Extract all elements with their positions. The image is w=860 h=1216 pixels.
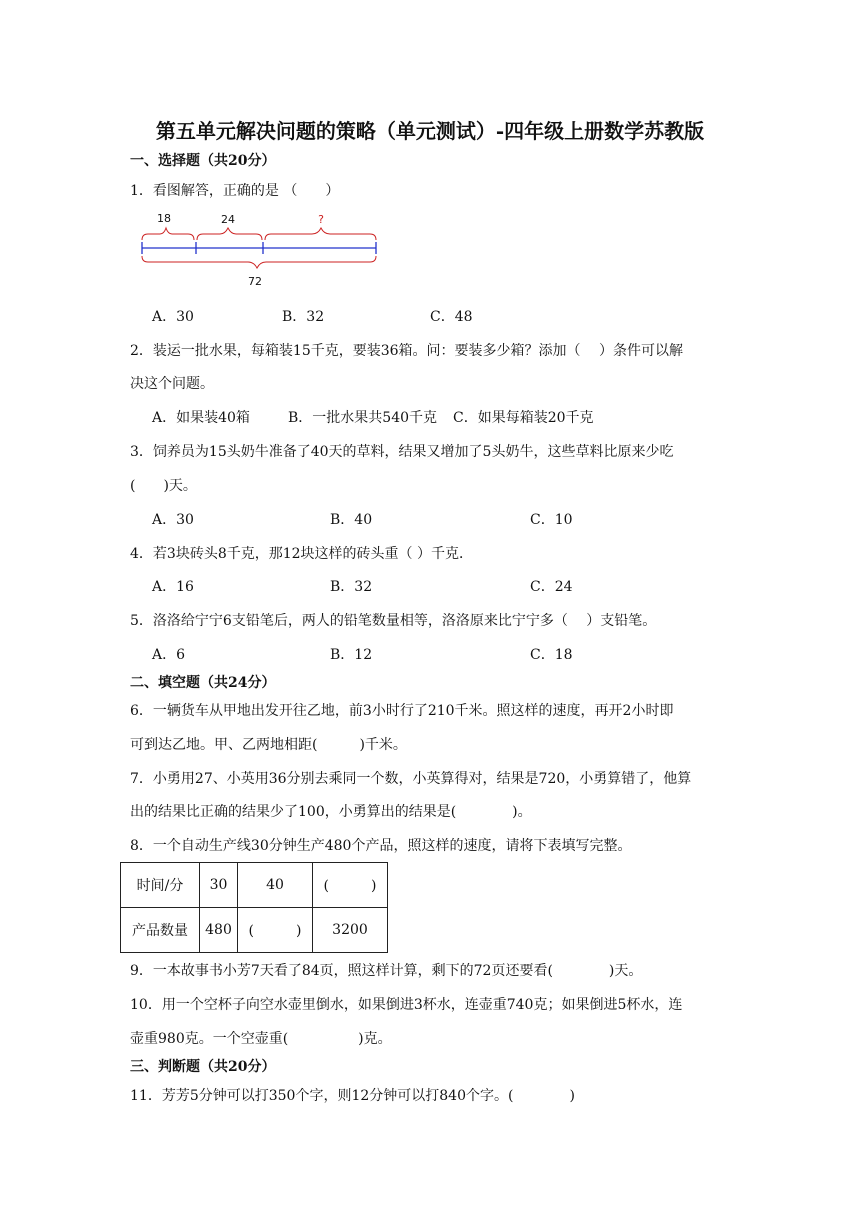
q1-option-c: C．48 xyxy=(430,309,473,325)
question-2-line2: 决这个问题。 xyxy=(130,376,214,392)
question-10-line1: 10．用一个空杯子向空水壶里倒水，如果倒进3杯水，连壶重740克；如果倒进5杯水，连 xyxy=(130,997,683,1013)
line-segment-diagram xyxy=(130,204,390,294)
question-10-line2: 壶重980克。一个空壶重( )克。 xyxy=(130,1031,392,1047)
section-heading-fill: 二、填空题（共24分） xyxy=(130,675,276,691)
table-cell: 3200 xyxy=(313,908,388,953)
table-row xyxy=(121,863,388,908)
q3-option-c: C．10 xyxy=(530,512,573,528)
question-3-line1: 3．饲养员为15头奶牛准备了40天的草料，结果又增加了5头奶牛，这些草料比原来少吃 xyxy=(130,444,674,460)
question-5: 5．洛洛给宁宁6支铅笔后，两人的铅笔数量相等，洛洛原来比宁宁多（ ）支铅笔。 xyxy=(130,613,657,629)
q4-option-b: B．32 xyxy=(330,579,373,595)
q4-option-a: A．16 xyxy=(152,579,194,595)
q2-option-b: B．一批水果共540千克 xyxy=(288,410,438,426)
question-7-line2: 出的结果比正确的结果少了100，小勇算出的结果是( )。 xyxy=(130,804,532,820)
question-4: 4．若3块砖头8千克，那12块这样的砖头重（ ）千克． xyxy=(130,546,473,562)
question-2-line1: 2．装运一批水果，每箱装15千克，要装36箱。问：要装多少箱？添加（ ）条件可以解 xyxy=(130,343,683,359)
q1-option-a: A．30 xyxy=(152,309,194,325)
page-title: 第五单元解决问题的策略（单元测试）-四年级上册数学苏教版 xyxy=(155,119,705,143)
q5-option-c: C．18 xyxy=(530,647,573,663)
q8-table xyxy=(120,862,388,953)
table-cell: 产品数量 xyxy=(121,908,200,953)
q2-option-c: C．如果每箱装20千克 xyxy=(453,410,594,426)
table-cell: 480 xyxy=(200,908,238,953)
brace-total xyxy=(142,256,376,268)
question-9: 9．一本故事书小芳7天看了84页，照这样计算，剩下的72页还要看( )天。 xyxy=(130,963,643,979)
table-cell: 30 xyxy=(200,863,238,908)
question-3-line2: ( )天。 xyxy=(130,478,197,494)
q5-option-a: A．6 xyxy=(152,647,186,663)
q4-option-c: C．24 xyxy=(530,579,573,595)
question-7-line1: 7．小勇用27、小英用36分别去乘同一个数，小英算得对，结果是720，小勇算错了，他算 xyxy=(130,771,692,787)
question-6-line2: 可到达乙地。甲、乙两地相距( )千米。 xyxy=(130,737,407,753)
q3-option-b: B．40 xyxy=(330,512,373,528)
q5-option-b: B．12 xyxy=(330,647,373,663)
question-8: 8．一个自动生产线30分钟生产480个产品，照这样的速度，请将下表填写完整。 xyxy=(130,838,632,854)
question-6-line1: 6．一辆货车从甲地出发开往乙地，前3小时行了210千米。照这样的速度，再开2小时即 xyxy=(130,703,674,719)
question-11: 11．芳芳5分钟可以打350个字，则12分钟可以打840个字。( ) xyxy=(130,1088,575,1104)
q1-option-b: B．32 xyxy=(282,309,325,325)
label-72: 72 xyxy=(248,275,262,288)
question-1: 1．看图解答，正确的是 （ ） xyxy=(130,183,340,199)
table-row xyxy=(121,908,388,953)
q2-option-a: A．如果装40箱 xyxy=(152,410,250,426)
label-24: 24 xyxy=(221,213,235,226)
brace-seg3 xyxy=(265,228,376,240)
label-question-mark: ? xyxy=(318,213,324,226)
table-cell: 时间/分 xyxy=(121,863,200,908)
label-18: 18 xyxy=(157,212,171,225)
table-cell: ( ) xyxy=(238,908,313,953)
brace-seg1 xyxy=(142,228,194,240)
brace-seg2 xyxy=(197,228,262,240)
q3-option-a: A．30 xyxy=(152,512,194,528)
section-heading-judge: 三、判断题（共20分） xyxy=(130,1059,276,1075)
table-cell: ( ) xyxy=(313,863,388,908)
table-cell: 40 xyxy=(238,863,313,908)
section-heading-choice: 一、选择题（共20分） xyxy=(130,153,276,169)
